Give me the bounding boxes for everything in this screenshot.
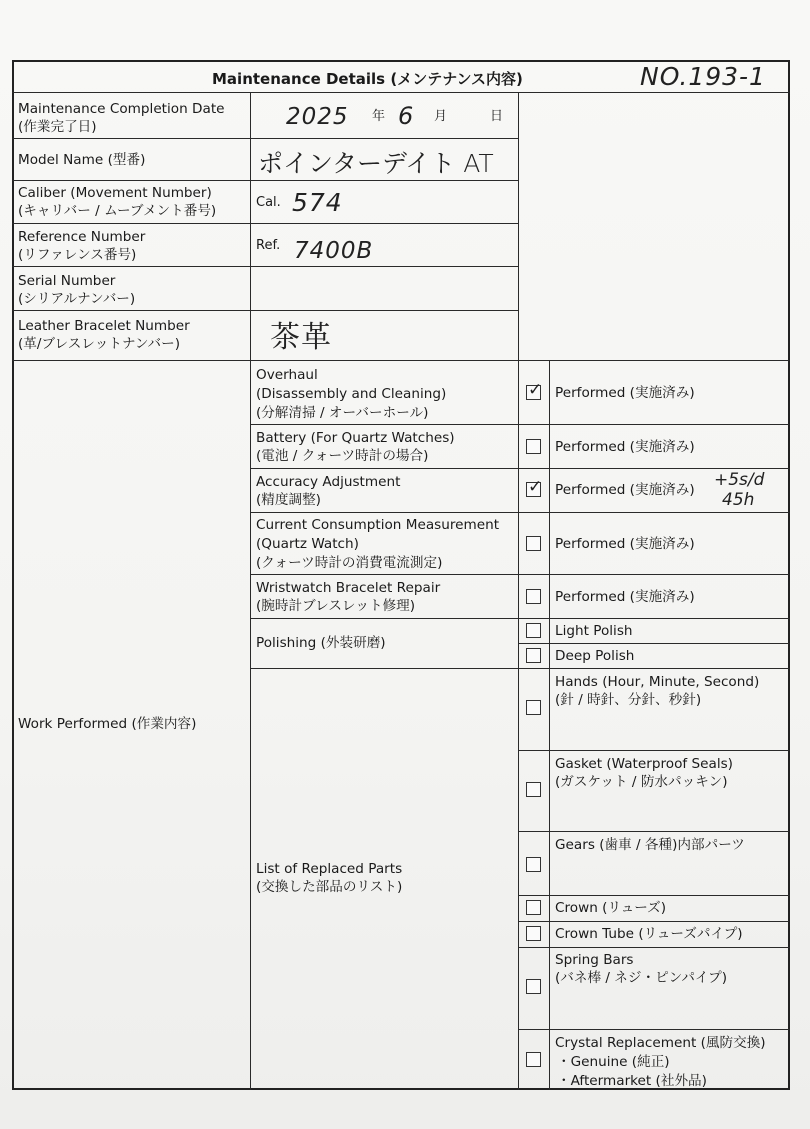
date-month-unit: 月 bbox=[434, 109, 448, 124]
crown-tube-checkbox[interactable] bbox=[526, 926, 541, 941]
current-label-line1: Current Consumption Measurement bbox=[256, 517, 500, 533]
field-label-reference-en: Reference Number bbox=[18, 229, 146, 245]
battery-label-line2: (電池 / クォーツ時計の場合) bbox=[256, 448, 429, 464]
crystal-checkbox[interactable] bbox=[526, 1052, 541, 1067]
crown-tube-label: Crown Tube (リューズパイプ) bbox=[555, 926, 743, 942]
date-year-unit: 年 bbox=[372, 109, 386, 124]
field-label-completion-date-en: Maintenance Completion Date bbox=[18, 101, 225, 117]
reference-value: 7400B bbox=[294, 238, 374, 264]
overhaul-status: Performed (実施済み) bbox=[555, 385, 695, 401]
light-polish-label: Light Polish bbox=[555, 623, 633, 639]
accuracy-label-line1: Accuracy Adjustment bbox=[256, 474, 401, 490]
document-number: NO.193-1 bbox=[640, 62, 766, 91]
bracelet-repair-checkbox[interactable] bbox=[526, 589, 541, 604]
field-label-caliber-en: Caliber (Movement Number) bbox=[18, 185, 212, 201]
current-label-line2: (Quartz Watch) bbox=[256, 536, 359, 552]
field-label-serial-en: Serial Number bbox=[18, 273, 116, 289]
hands-label-line2: (針 / 時針、分針、秒針) bbox=[555, 692, 702, 708]
current-status: Performed (実施済み) bbox=[555, 536, 695, 552]
overhaul-label-line3: (分解清掃 / オーバーホール) bbox=[256, 405, 429, 421]
hands-label-line1: Hands (Hour, Minute, Second) bbox=[555, 674, 760, 690]
date-day-unit: 日 bbox=[490, 109, 504, 124]
work-performed-label: Work Performed (作業内容) bbox=[18, 716, 197, 732]
field-label-leather-ja: (革/ブレスレットナンバー) bbox=[18, 336, 180, 352]
current-label-line3: (クォーツ時計の消費電流測定) bbox=[256, 555, 443, 571]
field-label-caliber-ja: (キャリバー / ムーブメント番号) bbox=[18, 203, 217, 219]
accuracy-status: Performed (実施済み) bbox=[555, 482, 695, 498]
hands-checkbox[interactable] bbox=[526, 700, 541, 715]
bracelet-repair-status: Performed (実施済み) bbox=[555, 589, 695, 605]
checkmark-icon: ✓ bbox=[528, 380, 543, 400]
polishing-label: Polishing (外装研磨) bbox=[256, 635, 386, 651]
form-title-ja: (メンテナンス内容) bbox=[390, 70, 523, 88]
form-title bbox=[212, 68, 523, 89]
overhaul-label-line1: Overhaul bbox=[256, 367, 318, 383]
leather-value: 茶革 bbox=[270, 320, 332, 355]
accuracy-label-line2: (精度調整) bbox=[256, 492, 321, 508]
overhaul-checkbox[interactable] bbox=[526, 380, 543, 400]
accuracy-note-rate: +5s/d bbox=[714, 470, 765, 490]
crown-label: Crown (リューズ) bbox=[555, 900, 667, 916]
date-month-value: 6 bbox=[398, 102, 415, 130]
accuracy-note-hours: 45h bbox=[722, 490, 755, 510]
model-name-value: ポインターデイト AT bbox=[258, 149, 494, 178]
checkmark-icon: ✓ bbox=[528, 477, 543, 497]
crystal-label-aftermarket: ・Aftermarket (社外品) bbox=[557, 1073, 707, 1089]
field-label-reference-ja: (リファレンス番号) bbox=[18, 247, 137, 263]
replaced-parts-label-ja: (交換した部品のリスト) bbox=[256, 879, 403, 895]
battery-checkbox[interactable] bbox=[526, 439, 541, 454]
field-label-completion-date-ja: (作業完了日) bbox=[18, 119, 97, 135]
gears-label: Gears (歯車 / 各種)内部パーツ bbox=[555, 837, 745, 853]
accuracy-checkbox[interactable] bbox=[526, 477, 543, 497]
spring-bars-checkbox[interactable] bbox=[526, 979, 541, 994]
crystal-label-genuine: ・Genuine (純正) bbox=[557, 1054, 670, 1070]
gears-checkbox[interactable] bbox=[526, 857, 541, 872]
field-label-leather-en: Leather Bracelet Number bbox=[18, 318, 190, 334]
bracelet-repair-label-line2: (腕時計ブレスレット修理) bbox=[256, 598, 416, 614]
overhaul-label-line2: (Disassembly and Cleaning) bbox=[256, 386, 447, 402]
date-year-value: 2025 bbox=[286, 104, 349, 130]
current-checkbox[interactable] bbox=[526, 536, 541, 551]
gasket-label-line1: Gasket (Waterproof Seals) bbox=[555, 756, 733, 772]
bracelet-repair-label-line1: Wristwatch Bracelet Repair bbox=[256, 580, 441, 596]
form-title-en: Maintenance Details bbox=[212, 70, 386, 88]
field-label-model-name: Model Name (型番) bbox=[18, 152, 146, 168]
deep-polish-label: Deep Polish bbox=[555, 648, 635, 664]
gasket-label-line2: (ガスケット / 防水パッキン) bbox=[555, 774, 728, 790]
replaced-parts-label-en: List of Replaced Parts bbox=[256, 861, 403, 877]
spring-bars-label-line2: (バネ棒 / ネジ・ピンパイプ) bbox=[555, 970, 727, 986]
battery-status: Performed (実施済み) bbox=[555, 439, 695, 455]
deep-polish-checkbox[interactable] bbox=[526, 648, 541, 663]
gasket-checkbox[interactable] bbox=[526, 782, 541, 797]
reference-prefix: Ref. bbox=[256, 238, 281, 253]
crystal-label-line1: Crystal Replacement (風防交換) bbox=[555, 1035, 766, 1051]
field-label-serial-ja: (シリアルナンバー) bbox=[18, 291, 136, 307]
crown-checkbox[interactable] bbox=[526, 900, 541, 915]
battery-label-line1: Battery (For Quartz Watches) bbox=[256, 430, 455, 446]
light-polish-checkbox[interactable] bbox=[526, 623, 541, 638]
spring-bars-label-line1: Spring Bars bbox=[555, 952, 634, 968]
caliber-prefix: Cal. bbox=[256, 195, 281, 210]
caliber-value: 574 bbox=[292, 188, 343, 217]
